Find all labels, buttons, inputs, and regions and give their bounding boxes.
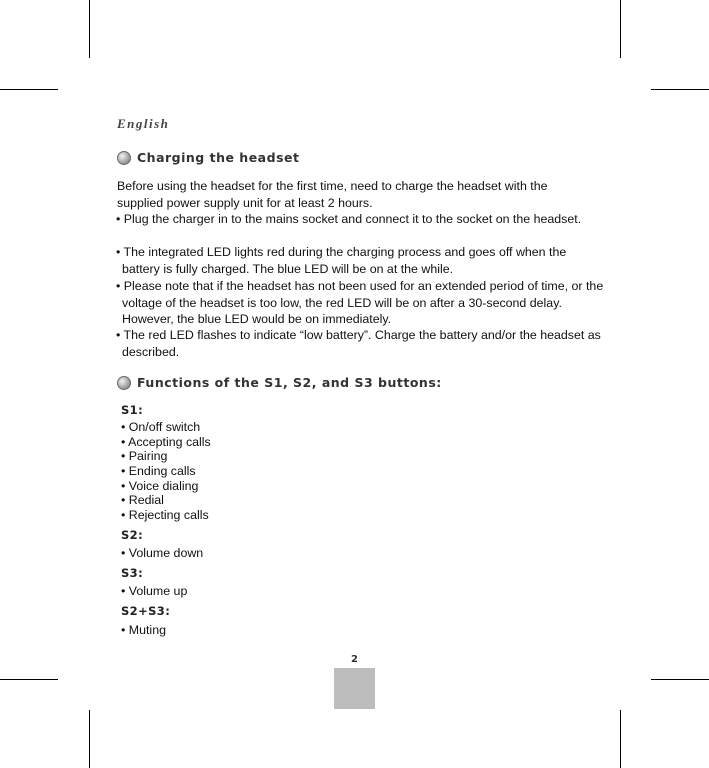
language-label: English	[117, 116, 170, 131]
list-item: • Muting	[121, 623, 166, 637]
button-label-s2-s3: S2+S3:	[121, 604, 171, 618]
list-item: • Redial	[121, 493, 164, 507]
list-item: • Ending calls	[121, 464, 196, 478]
crop-mark-left-bottom	[0, 679, 58, 680]
section-heading-charging	[117, 150, 299, 165]
charging-item: • Plug the charger in to the mains socket and connect it to the socket on the headset.	[116, 212, 582, 226]
crop-mark-top-right	[620, 0, 621, 58]
section-heading-text: Functions of the S1, S2, and S3 buttons:	[137, 375, 442, 390]
crop-mark-right-top	[651, 89, 709, 90]
charging-item: • The integrated LED lights red during the charging process and goes off when the battery is fully charged. The blue LED will be on at the while.	[116, 245, 567, 276]
section-bullet-icon	[117, 151, 131, 165]
charging-item: • The red LED flashes to indicate “low battery”. Charge the battery and/or the headset as described.	[116, 328, 601, 359]
crop-mark-left-top	[0, 89, 58, 90]
section-heading-text: Charging the headset	[137, 150, 300, 165]
list-item: • Pairing	[121, 449, 168, 463]
crop-mark-right-bottom	[651, 679, 709, 680]
charging-intro: Before using the headset for the first time, need to charge the headset with the supplied power supply unit for at least 2 hours.	[117, 179, 548, 210]
page-tab-block	[334, 668, 375, 709]
button-label-s1: S1:	[121, 403, 144, 417]
list-item: • Volume up	[121, 584, 188, 598]
charging-item: • Please note that if the headset has not been used for an extended period of time, or the voltage of the headset is too low, the red LED will be on after a 30-second delay. However, the blue LED would be on immediately.	[116, 279, 604, 326]
list-item: • Volume down	[121, 546, 204, 560]
page-number: 2	[351, 654, 358, 665]
crop-mark-bottom-right	[620, 710, 621, 768]
button-label-s2: S2:	[121, 528, 144, 542]
section-heading-buttons	[117, 375, 442, 390]
list-item: • Voice dialing	[121, 479, 199, 493]
button-label-s3: S3:	[121, 566, 144, 580]
crop-mark-bottom-left	[89, 710, 90, 768]
crop-mark-top-left	[89, 0, 90, 58]
list-item: • Rejecting calls	[121, 508, 209, 522]
list-item: • Accepting calls	[121, 435, 211, 449]
section-bullet-icon	[117, 376, 131, 390]
list-item: • On/off switch	[121, 420, 201, 434]
